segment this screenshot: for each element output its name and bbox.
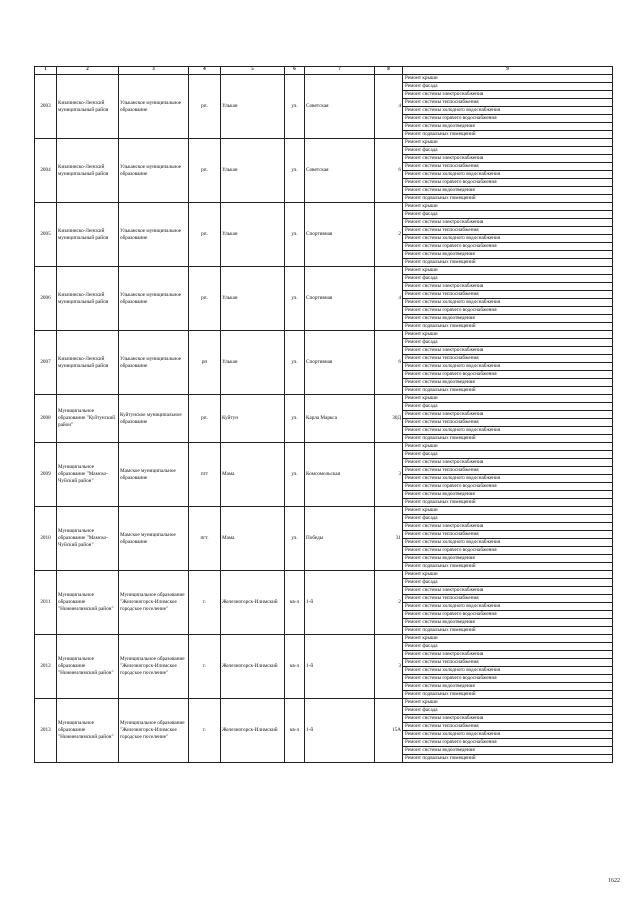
street-cell: Спортивная (305, 331, 375, 395)
street-type-cell: ул. (285, 331, 305, 395)
work-item-cell: Ремонт системы электроснабжения (403, 715, 613, 723)
settlement-cell: Улькан (221, 331, 285, 395)
table-row (35, 203, 613, 211)
work-item-cell: Ремонт фасада (403, 515, 613, 523)
table-body (35, 75, 613, 763)
settlement-type-cell: рп. (189, 139, 221, 203)
municipality-cell: Куйтунское муниципальное образование (119, 395, 189, 443)
work-item-cell: Ремонт системы холодного водоснабжения (403, 107, 613, 115)
district-cell: Кизачинско-Ленский муниципальный район (57, 267, 119, 331)
work-item-cell: Ремонт системы водоотведения (403, 555, 613, 563)
settlement-cell: Улькан (221, 267, 285, 331)
house-cell: 31 (375, 507, 403, 571)
repair-program-table (34, 66, 613, 763)
settlement-cell: Железногорск-Илимский (221, 635, 285, 699)
street-cell: Победы (305, 507, 375, 571)
house-cell: 3 (375, 443, 403, 507)
work-item-cell: Ремонт системы горячего водоснабжения (403, 611, 613, 619)
municipality-cell: Ульканское муниципальное образование (119, 203, 189, 267)
municipality-cell: Ульканское муниципальное образование (119, 139, 189, 203)
district-cell: Муниципальное образование "Мамско-Чуйский район" (57, 507, 119, 571)
work-item-cell: Ремонт системы горячего водоснабжения (403, 307, 613, 315)
street-type-cell: ул. (285, 203, 305, 267)
settlement-type-cell: рп (189, 331, 221, 395)
house-cell: 2 (375, 571, 403, 635)
header-cell: 4 (189, 67, 221, 75)
table-row (35, 267, 613, 275)
municipality-cell: Мамское муниципальное образование (119, 507, 189, 571)
work-item-cell: Ремонт подвальных помещений (403, 323, 613, 331)
work-item-cell: Ремонт системы водоотведения (403, 491, 613, 499)
table-row (35, 699, 613, 707)
municipality-cell: Ульканское муниципальное образование (119, 75, 189, 139)
work-item-cell: Ремонт системы водоотведения (403, 123, 613, 131)
street-type-cell: кв-л (285, 635, 305, 699)
work-item-cell: Ремонт подвальных помещений (403, 755, 613, 763)
work-item-cell: Ремонт фасада (403, 403, 613, 411)
work-item-cell: Ремонт системы теплоснабжения (403, 659, 613, 667)
work-item-cell: Ремонт системы горячего водоснабжения (403, 243, 613, 251)
work-item-cell: Ремонт фасада (403, 451, 613, 459)
street-type-cell: ул. (285, 139, 305, 203)
work-item-cell: Ремонт крыши (403, 203, 613, 211)
work-item-cell: Ремонт фасада (403, 579, 613, 587)
work-item-cell: Ремонт системы горячего водоснабжения (403, 179, 613, 187)
work-item-cell: Ремонт системы теплоснабжения (403, 531, 613, 539)
row-number-cell: 2004 (35, 139, 57, 203)
row-number-cell: 2008 (35, 395, 57, 443)
street-cell: Советская (305, 75, 375, 139)
settlement-cell: Улькан (221, 203, 285, 267)
work-item-cell: Ремонт системы теплоснабжения (403, 723, 613, 731)
work-item-cell: Ремонт фасада (403, 275, 613, 283)
settlement-type-cell: пгт. (189, 507, 221, 571)
district-cell: Муниципальное образование "Нижнеилимский район" (57, 699, 119, 763)
header-cell: 7 (305, 67, 375, 75)
settlement-cell: Железногорск-Илимский (221, 571, 285, 635)
work-item-cell: Ремонт подвальных помещений (403, 387, 613, 395)
header-row (35, 67, 613, 75)
settlement-type-cell: г. (189, 571, 221, 635)
work-item-cell: Ремонт системы холодного водоснабжения (403, 731, 613, 739)
work-item-cell: Ремонт системы холодного водоснабжения (403, 603, 613, 611)
district-cell: Кизачинско-Ленский муниципальный район (57, 75, 119, 139)
work-item-cell: Ремонт системы электроснабжения (403, 347, 613, 355)
street-type-cell: ул. (285, 267, 305, 331)
work-item-cell: Ремонт системы холодного водоснабжения (403, 539, 613, 547)
street-cell: Советская (305, 139, 375, 203)
work-item-cell: Ремонт системы холодного водоснабжения (403, 235, 613, 243)
work-item-cell: Ремонт системы горячего водоснабжения (403, 675, 613, 683)
work-item-cell: Ремонт системы теплоснабжения (403, 467, 613, 475)
row-number-cell: 2011 (35, 571, 57, 635)
house-cell: 3 (375, 635, 403, 699)
work-item-cell: Ремонт системы электроснабжения (403, 219, 613, 227)
street-cell: 1-й (305, 635, 375, 699)
street-cell: 1-й (305, 571, 375, 635)
row-number-cell: 2009 (35, 443, 57, 507)
work-item-cell: Ремонт системы водоотведения (403, 683, 613, 691)
municipality-cell: Мамское муниципальное образование (119, 443, 189, 507)
work-item-cell: Ремонт системы теплоснабжения (403, 99, 613, 107)
work-item-cell: Ремонт системы водоотведения (403, 187, 613, 195)
row-number-cell: 2010 (35, 507, 57, 571)
house-cell: 4 (375, 75, 403, 139)
district-cell: Кизачинско-Ленский муниципальный район (57, 203, 119, 267)
settlement-cell: Мама (221, 443, 285, 507)
street-type-cell: ул. (285, 395, 305, 443)
settlement-type-cell: г. (189, 699, 221, 763)
work-item-cell: Ремонт фасада (403, 707, 613, 715)
row-number-cell: 2005 (35, 203, 57, 267)
work-item-cell: Ремонт системы электроснабжения (403, 651, 613, 659)
settlement-type-cell: рп. (189, 267, 221, 331)
street-type-cell: кв-л (285, 699, 305, 763)
house-cell: 15А (375, 699, 403, 763)
work-item-cell: Ремонт системы холодного водоснабжения (403, 171, 613, 179)
street-type-cell: кв-л (285, 571, 305, 635)
work-item-cell: Ремонт крыши (403, 139, 613, 147)
work-item-cell: Ремонт фасада (403, 83, 613, 91)
header-cell: 2 (57, 67, 119, 75)
table-row (35, 507, 613, 515)
settlement-cell: Железногорск-Илимский (221, 699, 285, 763)
work-item-cell: Ремонт системы холодного водоснабжения (403, 475, 613, 483)
municipality-cell: Муниципальное образование "Железногорск-Илимское городское поселение" (119, 635, 189, 699)
district-cell: Муниципальное образование "Мамско-Чуйский район" (57, 443, 119, 507)
row-number-cell: 2003 (35, 75, 57, 139)
work-item-cell: Ремонт крыши (403, 699, 613, 707)
work-item-cell: Ремонт системы теплоснабжения (403, 595, 613, 603)
house-cell: 30Д (375, 395, 403, 443)
work-item-cell: Ремонт крыши (403, 443, 613, 451)
document-page (34, 66, 612, 763)
work-item-cell: Ремонт системы водоотведения (403, 747, 613, 755)
work-item-cell: Ремонт системы холодного водоснабжения (403, 667, 613, 675)
work-item-cell: Ремонт системы холодного водоснабжения (403, 427, 613, 435)
table-row (35, 571, 613, 579)
settlement-cell: Куйтун (221, 395, 285, 443)
row-number-cell: 2006 (35, 267, 57, 331)
street-cell: Карла Маркса (305, 395, 375, 443)
table-row (35, 635, 613, 643)
work-item-cell: Ремонт подвальных помещений (403, 435, 613, 443)
house-cell: 2 (375, 203, 403, 267)
work-item-cell: Ремонт подвальных помещений (403, 499, 613, 507)
work-item-cell: Ремонт крыши (403, 395, 613, 403)
municipality-cell: Ульканское муниципальное образование (119, 331, 189, 395)
table-row (35, 443, 613, 451)
work-item-cell: Ремонт системы теплоснабжения (403, 227, 613, 235)
work-item-cell: Ремонт подвальных помещений (403, 259, 613, 267)
work-item-cell: Ремонт системы горячего водоснабжения (403, 483, 613, 491)
settlement-type-cell: рп. (189, 203, 221, 267)
work-item-cell: Ремонт системы водоотведения (403, 379, 613, 387)
header-cell: 3 (119, 67, 189, 75)
work-item-cell: Ремонт фасада (403, 643, 613, 651)
work-item-cell: Ремонт крыши (403, 635, 613, 643)
settlement-type-cell: рп. (189, 395, 221, 443)
street-cell: Спортивная (305, 267, 375, 331)
settlement-cell: Мама (221, 507, 285, 571)
page-number: 1622 (608, 878, 620, 884)
street-cell: Спортивная (305, 203, 375, 267)
district-cell: Кизачинско-Ленский муниципальный район (57, 331, 119, 395)
header-cell: 9 (403, 67, 613, 75)
settlement-cell: Улькан (221, 139, 285, 203)
header-cell: 8 (375, 67, 403, 75)
work-item-cell: Ремонт крыши (403, 571, 613, 579)
work-item-cell: Ремонт системы электроснабжения (403, 523, 613, 531)
header-cell: 1 (35, 67, 57, 75)
work-item-cell: Ремонт системы электроснабжения (403, 459, 613, 467)
street-cell: 1-й (305, 699, 375, 763)
street-type-cell: ул. (285, 443, 305, 507)
district-cell: Муниципальное образование "Нижнеилимский район" (57, 571, 119, 635)
work-item-cell: Ремонт системы теплоснабжения (403, 163, 613, 171)
municipality-cell: Муниципальное образование "Железногорск-Илимское городское поселение" (119, 571, 189, 635)
table-row (35, 139, 613, 147)
work-item-cell: Ремонт системы горячего водоснабжения (403, 115, 613, 123)
settlement-type-cell: пгт (189, 443, 221, 507)
work-item-cell: Ремонт подвальных помещений (403, 131, 613, 139)
district-cell: Муниципальное образование "Нижнеилимский район" (57, 635, 119, 699)
work-item-cell: Ремонт крыши (403, 331, 613, 339)
district-cell: Кизачинско-Ленский муниципальный район (57, 139, 119, 203)
work-item-cell: Ремонт фасада (403, 147, 613, 155)
work-item-cell: Ремонт фасада (403, 339, 613, 347)
municipality-cell: Ульканское муниципальное образование (119, 267, 189, 331)
house-cell: 4 (375, 267, 403, 331)
work-item-cell: Ремонт крыши (403, 267, 613, 275)
street-type-cell: ул. (285, 507, 305, 571)
work-item-cell: Ремонт крыши (403, 75, 613, 83)
work-item-cell: Ремонт системы горячего водоснабжения (403, 547, 613, 555)
work-item-cell: Ремонт системы водоотведения (403, 619, 613, 627)
work-item-cell: Ремонт системы горячего водоснабжения (403, 371, 613, 379)
table-row (35, 75, 613, 83)
work-item-cell: Ремонт системы электроснабжения (403, 283, 613, 291)
work-item-cell: Ремонт системы теплоснабжения (403, 291, 613, 299)
work-item-cell: Ремонт подвальных помещений (403, 691, 613, 699)
work-item-cell: Ремонт системы электроснабжения (403, 155, 613, 163)
house-cell: 6 (375, 331, 403, 395)
row-number-cell: 2007 (35, 331, 57, 395)
street-cell: Комсомольская (305, 443, 375, 507)
row-number-cell: 2012 (35, 635, 57, 699)
settlement-cell: Улькан (221, 75, 285, 139)
work-item-cell: Ремонт системы холодного водоснабжения (403, 363, 613, 371)
settlement-type-cell: г. (189, 635, 221, 699)
work-item-cell: Ремонт системы горячего водоснабжения (403, 739, 613, 747)
work-item-cell: Ремонт системы теплоснабжения (403, 419, 613, 427)
work-item-cell: Ремонт системы холодного водоснабжения (403, 299, 613, 307)
work-item-cell: Ремонт системы теплоснабжения (403, 355, 613, 363)
row-number-cell: 2013 (35, 699, 57, 763)
work-item-cell: Ремонт системы водоотведения (403, 251, 613, 259)
work-item-cell: Ремонт системы электроснабжения (403, 587, 613, 595)
table-row (35, 395, 613, 403)
work-item-cell: Ремонт крыши (403, 507, 613, 515)
municipality-cell: Муниципальное образование "Железногорск-Илимское городское поселение" (119, 699, 189, 763)
work-item-cell: Ремонт подвальных помещений (403, 563, 613, 571)
settlement-type-cell: рп. (189, 75, 221, 139)
work-item-cell: Ремонт подвальных помещений (403, 627, 613, 635)
header-cell: 5 (221, 67, 285, 75)
work-item-cell: Ремонт системы электроснабжения (403, 91, 613, 99)
work-item-cell: Ремонт системы водоотведения (403, 315, 613, 323)
table-row (35, 331, 613, 339)
district-cell: Муниципальное образование "Куйтунский район" (57, 395, 119, 443)
work-item-cell: Ремонт подвальных помещений (403, 195, 613, 203)
work-item-cell: Ремонт фасада (403, 211, 613, 219)
header-cell: 6 (285, 67, 305, 75)
street-type-cell: ул. (285, 75, 305, 139)
house-cell: 6 (375, 139, 403, 203)
work-item-cell: Ремонт системы электроснабжения (403, 411, 613, 419)
